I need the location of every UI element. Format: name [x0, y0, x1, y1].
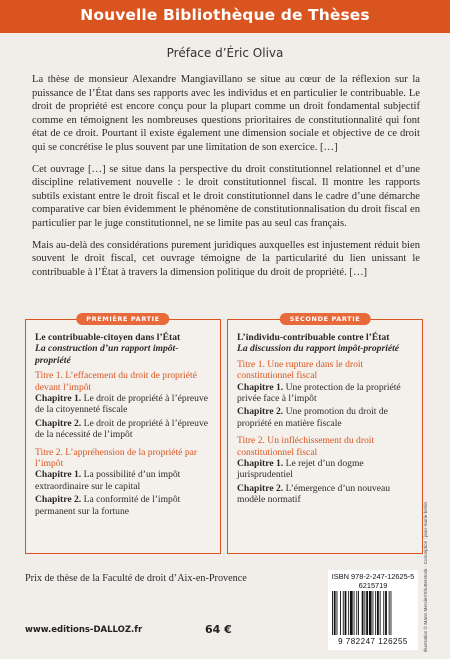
- thesis-prize-note: Prix de thèse de la Faculté de droit d’Aix-en-Provence: [25, 573, 247, 584]
- chapter-label: Chapitre 2.: [35, 494, 82, 506]
- part-one-chapter: [35, 469, 213, 492]
- chapter-text: Une protection de la propriété privée face à l’impôt: [237, 381, 401, 405]
- chapter-label: Chapitre 1.: [35, 469, 82, 481]
- barcode-bar: [391, 591, 392, 635]
- publisher-website: www.editions-DALLOZ.fr: [25, 625, 143, 635]
- barcode-bar: [373, 591, 374, 635]
- barcode-bar: [356, 591, 357, 635]
- part-two-chapter: [237, 406, 415, 429]
- preface-paragraph: Cet ouvrage […] se situe dans la perspective du droit constitutionnel relationnel et d’une discipline relativement nouvelle : le droit constitutionnel fiscal. Il montre les rapports subtils existant entre le droit fiscal et le droit constitutionnel dans le cadre d’une démarche comparative car bien évidemment le phénomène de constitutionnalisation du droit fiscal en particulier par le juge constitutionnel, ne se limite pas au seul cas français.: [32, 163, 420, 229]
- part-one-titre-2: Titre 2. L’appréhension de la propriété par l’impôt: [35, 446, 198, 470]
- barcode-bar: [337, 591, 338, 635]
- chapter-label: Chapitre 2.: [237, 482, 284, 494]
- ean-digits: 9 782247 126255: [338, 637, 408, 646]
- barcode-bar: [345, 591, 347, 635]
- part-one-chapter: [35, 494, 213, 517]
- barcode-panel: [328, 570, 418, 650]
- chapter-label: Chapitre 1.: [35, 393, 82, 405]
- chapter-text: Le droit de propriété à l’épreuve de la citoyenneté fiscale: [35, 393, 209, 416]
- barcode-bar: [354, 591, 355, 635]
- barcode-bar: [332, 591, 333, 635]
- barcode-bar: [366, 591, 368, 635]
- part-one-titre-1: Titre 1. L’effacement du droit de propriété devant l’impôt: [35, 370, 197, 393]
- part-one-chapter: [35, 418, 213, 441]
- part-two-chapter: [237, 382, 415, 405]
- chapter-text: Le rejet d’un dogme jurisprudentiel: [237, 458, 364, 481]
- barcode-bar: [350, 591, 353, 635]
- part-two-box: [227, 315, 423, 554]
- barcode-bar: [383, 591, 384, 635]
- barcode-bar: [389, 591, 390, 635]
- part-two-subheading: La discussion du rapport impôt-propriété: [237, 343, 400, 355]
- chapter-label: Chapitre 2.: [35, 417, 82, 429]
- barcode-bar: [343, 591, 344, 635]
- preface-text: [32, 73, 420, 287]
- part-two-contents: [237, 332, 415, 508]
- barcode-bar: [362, 591, 364, 635]
- cover-credits: Illustration © Marin Mercier/Shutterstock · Conception : jean-marie berlin: [423, 501, 428, 652]
- preface-paragraph: La thèse de monsieur Alexandre Mangiavillano se situe au cœur de la réflexion sur la puissance de l’État dans ses rapports avec les individus et en particulier le contribuable. Le droit de propriété est encore conçu pour la plupart comme un droit fondamental subjectif comme en témoignent les nombreuses questions prioritaires de constitutionnalité qui font état de ce droit. Pourtant il existe également une dimension sociale et objective de ce droit qui se concrétise le plus souvent par une limitation de son exercice. […]: [32, 74, 420, 153]
- price-label: 64 €: [205, 623, 232, 636]
- product-code: 6215719: [358, 581, 388, 590]
- part-two-titre-1: Titre 1. Une rupture dans le droit constitutionnel fiscal: [237, 358, 364, 382]
- part-two-titre-2: Titre 2. Un infléchissement du droit constitutionnel fiscal: [237, 435, 375, 458]
- series-title: Nouvelle Bibliothèque de Thèses: [0, 0, 450, 33]
- part-one-badge: PREMIÈRE PARTIE: [76, 313, 169, 325]
- chapter-text: L’émergence d’un nouveau modèle normatif: [237, 482, 391, 506]
- preface-title: Préface d’Éric Oliva: [166, 46, 284, 60]
- chapter-label: Chapitre 2.: [237, 406, 284, 418]
- barcode-bar: [377, 591, 379, 635]
- part-two-chapter: [237, 483, 415, 506]
- chapter-text: Une promotion du droit de propriété en matière fiscale: [237, 406, 388, 429]
- part-one-chapter: [35, 393, 213, 416]
- barcode-icon: [332, 591, 414, 637]
- part-one-box: [25, 315, 221, 554]
- barcode-bar: [375, 591, 376, 635]
- part-one-contents: [35, 332, 213, 519]
- barcode-bar: [334, 591, 336, 635]
- part-one-subheading: La construction d’un rapport impôt-propriété: [35, 343, 179, 366]
- isbn-number: ISBN 978-2-247-12625-5: [331, 572, 415, 581]
- chapter-label: Chapitre 1.: [237, 458, 284, 470]
- barcode-bar: [358, 591, 359, 635]
- chapter-text: La possibilité d’un impôt extraordinaire sur le capital: [35, 469, 181, 492]
- chapter-label: Chapitre 1.: [237, 381, 284, 393]
- part-one-heading: Le contribuable-citoyen dans l’État: [35, 332, 181, 343]
- part-two-badge: SECONDE PARTIE: [280, 313, 371, 325]
- preface-paragraph: Mais au-delà des considérations purement juridiques auxquelles est injustement réduit bien souvent le droit fiscal, cet ouvrage témoigne de la particularité du lien unissant le contribuable à l’État à travers la dimension politique du droit de propriété. […]: [32, 239, 420, 278]
- barcode-bar: [380, 591, 381, 635]
- barcode-bar: [369, 591, 372, 635]
- chapter-text: Le droit de propriété à l’épreuve de la nécessité de l’impôt: [35, 417, 209, 441]
- part-two-heading: L’individu-contribuable contre l’État: [237, 332, 390, 343]
- part-two-chapter: [237, 458, 415, 481]
- barcode-bar: [364, 591, 365, 635]
- barcode-bar: [385, 591, 387, 635]
- barcode-bar: [348, 591, 349, 635]
- barcode-bar: [340, 591, 341, 635]
- chapter-text: La conformité de l’impôt permanent sur la fortune: [35, 494, 181, 517]
